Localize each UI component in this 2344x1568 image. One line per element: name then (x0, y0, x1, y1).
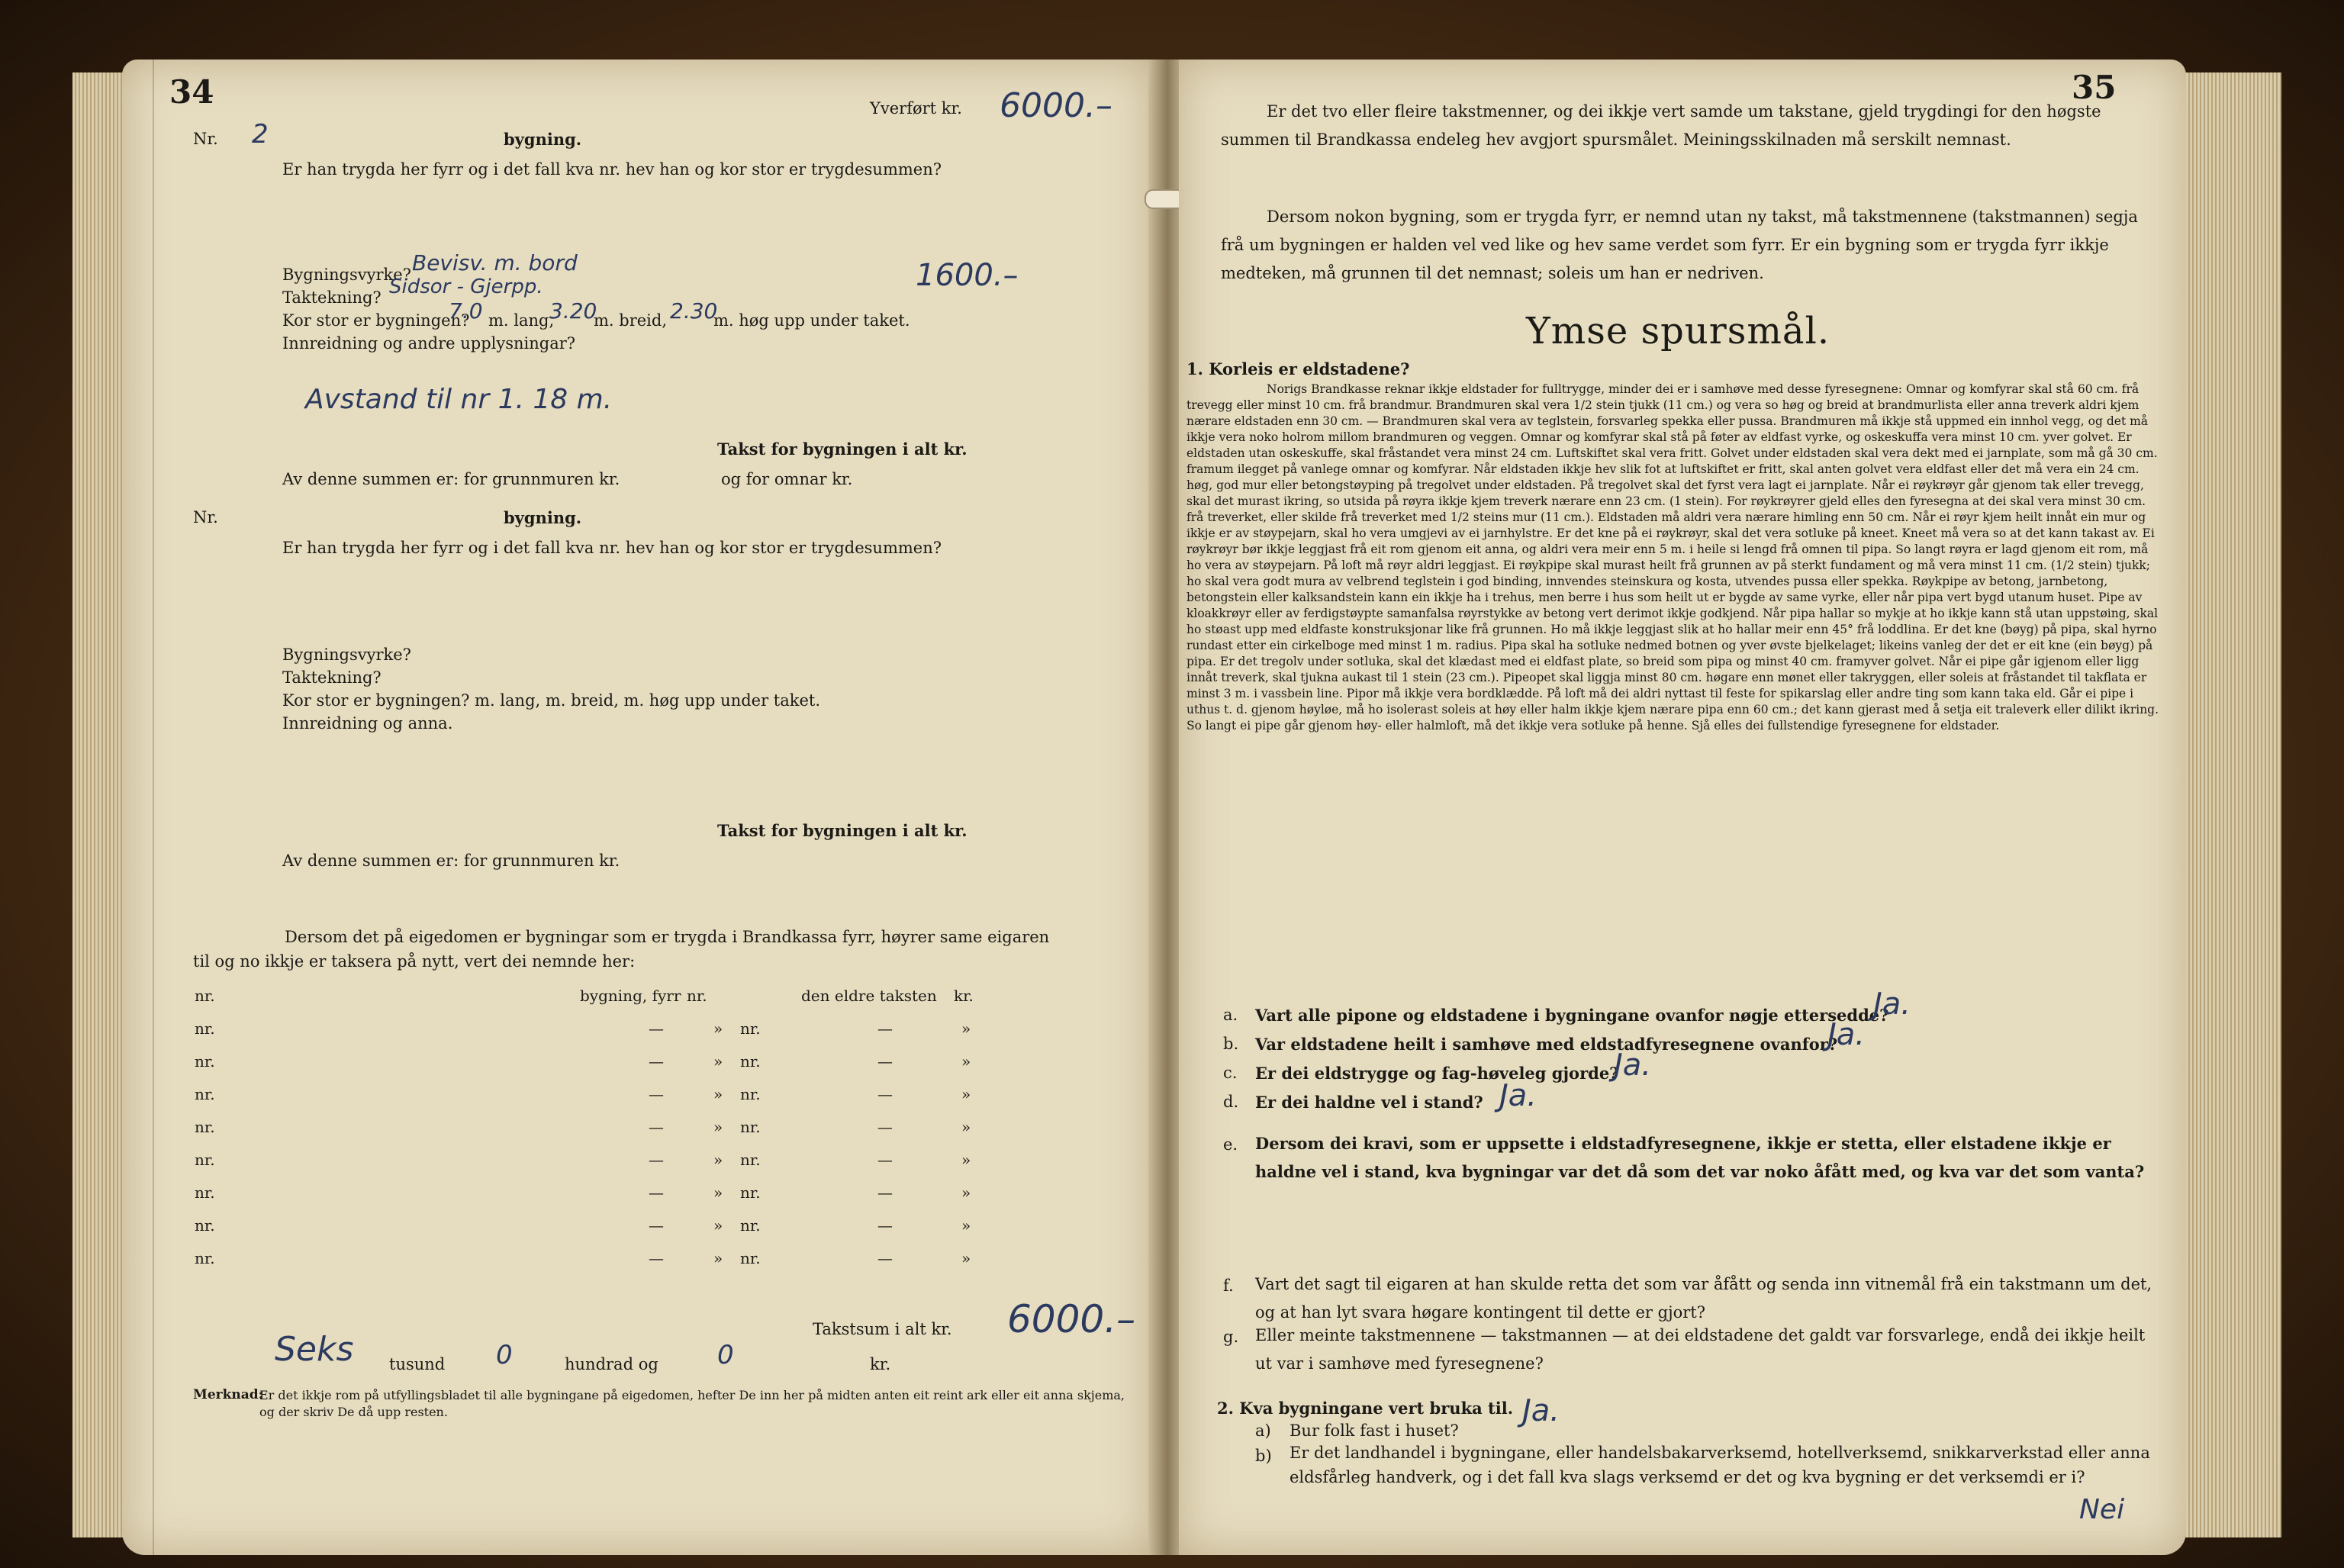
bygning-label-2: bygning. (504, 508, 582, 527)
row-dash: — (649, 1085, 664, 1103)
question-g-label: g. (1223, 1328, 1239, 1346)
right-page (1179, 60, 2186, 1555)
question-b-answer: Ja. (1827, 1017, 1866, 1052)
hundrad-value: 0 (717, 1340, 734, 1370)
intro-paragraph-2: Dersom nokon bygning, som er trygda fyrr, er nemnd utan ny takst, må takstmennene (takstmannen) segja frå um bygningen er halden vel ved like og hev same verdet som fyrr. Er ein bygning som er trygda fyrr ikkje medteken, må grunnen til det nemnast; soleis um han er nedriven. (1221, 208, 2138, 282)
question-d-label: d. (1223, 1093, 1239, 1111)
innreidning-value: Avstand til nr 1. 18 m. (305, 384, 613, 415)
row-mark2: » (961, 1183, 971, 1202)
row-dash: — (649, 1216, 664, 1235)
question-trygda-2: Er han trygda her fyrr og i det fall kva nr. hev han og kor stor er trygdesummen? (282, 539, 942, 557)
row-nr2: nr. (740, 1183, 761, 1202)
takst-label-1: Takst for bygningen i alt kr. (717, 439, 968, 459)
question-2a-label: a) (1255, 1422, 1271, 1440)
breid-value: 3.20 (549, 298, 597, 324)
row-mark: » (713, 1118, 723, 1136)
question-2-title: 2. Kva bygningane vert bruka til. (1217, 1399, 1514, 1418)
row-nr2: nr. (740, 1216, 761, 1235)
question-trygda-1: Er han trygda her fyrr og i det fall kva nr. hev han og kor stor er trygdesummen? (282, 160, 942, 179)
hog-label: m. høg upp under taket. (713, 311, 910, 330)
hundrad-label: hundrad og (565, 1355, 658, 1373)
question-2b-label: b) (1255, 1447, 1272, 1465)
row-nr2: nr. (740, 1151, 761, 1169)
row-dash2: — (877, 1216, 893, 1235)
row-mark: » (713, 1085, 723, 1103)
left-page (122, 60, 1152, 1555)
question-d-answer: Ja. (1499, 1078, 1537, 1113)
sum-words-value: Seks (275, 1330, 354, 1369)
row-mark2: » (961, 1052, 971, 1071)
takst-label-2: Takst for bygningen i alt kr. (717, 821, 968, 840)
left-page-edges (72, 72, 126, 1537)
question-c-text: Er dei eldstrygge og fag-høveleg gjorde? (1255, 1064, 1619, 1083)
av-denne-label-1: Av denne summen er: for grunnmuren kr. (282, 470, 620, 488)
page-number-left: 34 (169, 73, 214, 111)
question-2b-answer: Nei (2079, 1494, 2125, 1525)
nr-label-2: Nr. (193, 508, 218, 526)
tusund-value: 0 (496, 1340, 513, 1370)
question-b-text: Var eldstadene heilt i samhøve med eldstadfyresegnene ovanfor? (1255, 1035, 1838, 1054)
page-number-right: 35 (2072, 69, 2117, 106)
lang-label: m. lang, (488, 311, 555, 330)
row-dash2: — (877, 1249, 893, 1267)
row-mark2: » (961, 1249, 971, 1267)
section-heading: Ymse spursmål. (1526, 310, 1830, 353)
omnar-label: og for omnar kr. (721, 470, 853, 488)
row-dash2: — (877, 1085, 893, 1103)
question-a-text: Vart alle pipone og eldstadene i bygningane ovanfor nøgje ettersedde? (1255, 1006, 1889, 1025)
row-dash: — (649, 1183, 664, 1202)
question-1-text: Norigs Brandkasse reknar ikkje eldstader for fulltrygge, minder dei er i samhøve med desse fyresegnene: Omnar og komfyrar skal stå 60 cm. frå trevegg eller minst 10 cm. frå brandmur. Brandmuren skal vera 1/2 stein tjukk (11 cm.) og vera so høg og breid at brandmurlista eller anna treverk aldri kjem nærare eldstaden enn 30 cm. — Brandmuren skal vera av teglstein, forsvarleg spekka eller pussa. Brandmuren må ikkje stå uppmed ein innhol vegg, og det må ikkje vera noko holrom millom brandmuren og veggen. Omnar og komfyrar skal stå på føter av eldfast vyrke, og oskeskuffa vera minst 10 cm. yver golvet. Er eldstaden utan oskeskuffe, skal fråstandet vera minst 24 cm. Luftskiftet skal vera fritt. Golvet under eldstaden skal vera dekt med ei jarnplate, som må gå 30 cm. framum ilegget på vanlege omnar og komfyrar. Når eldstaden ikkje hev slik fot at luftskiftet er fritt, skal anten golvet vera eldfast eller det må vera ein 24 cm. høg, god mur eller betongstøyping på tregolvet under eldstaden. På tregolvet skal det fyrst vera lagt ei jarnplate. Når ei røykrøyr går gjenom tak eller trevegg, skal det murast ikring, so utsida på røyra ikkje kjem treverk nærare enn 23 cm. (1 stein). For røykrøyrer gjeld elles den fyresegna at dei skal vera minst 30 cm. frå treverket, eller skilde frå treverket med 1/2 steins mur (11 cm.). Eldstaden må aldri vera nærare himling enn 50 cm. Når ei røyr kjem heilt innåt ein mur og ikkje er av støypejarn, skal ho vera umgjevi av ei jarnhylstre. Er det kne på ei røykrøyr, skal det vera sotluke på kneet. Kneet må vera so at det kann takast av. Ei røykrøyr bør ikkje leggjast frå eit rom gjenom eit anna, og aldri vera meir enn 5 m. i heile si lengd frå omnen til pipa. So langt røyra er lagd gjenom eit rom, må ho vera av støypejarn. På loft må røyr aldri leggjast. Ei røykpipe skal murast heilt frå grunnen av på sterkt fundament og må vera minst 11 cm. (1/2 stein) tjukk; ho skal vera godt mura av velbrend teglstein i god binding, innvendes steinskura og kosta, utvendes pussa eller spekka. Røykpipe av betong, jarnbetong, betongstein eller kalksandstein kann ein ikkje ha i trehus, men berre i hus som heilt ut er bygde av same vyrke, eller når pipa vert bygd utanum huset. Pipe av kloakkrøyr eller av ferdigstøypte samanfalsa røyrstykke av betong vert derimot ikkje godkjend. Når pipa hallar so mykje at ho ikkje kann stå utan uppstøing, skal ho støast upp med eldfaste konstruksjonar like frå grunnen. Ho må ikkje leggjast slik at ho hallar meir enn 45° frå loddlina. Er det kne (bøyg) på pipa, skal hyrno rundast etter ein cirkelboge med minst 1 m. radius. Pipa skal ha sotluke nedmed botnen og yver øvste bjelkelaget; likeins vanleg der det er eit kne (ein bøyg) på pipa. Er det tregolv under sotluka, skal det klædast med ei eldfast plate, so breid som pipa og minst 40 cm. framyver golvet. Når ei pipe går igjenom eller ligg innåt treverk, skal tjukna aukast til 1 stein (23 cm.). Pipeopet skal liggja minst 80 cm. høgare enn mønet eller takryggen, eller soleis at fråstandet til takflata er minst 3 m. i vassbein line. Pipor må ikkje vera bordklædde. På loft må dei aldri nyttast til feste for spikarslag eller andre ting som kann taka eld. Går ei pipe i uthus t. d. gjenom høyløe, må ho isolerast soleis at høy eller halm ikkje kjem nærare pipa enn 60 cm.; det kann gjerast med å setja eit traleverk eller dilikt ikring. So langt ei pipe går gjenom høy- eller halmloft, må det ikkje vera sotluke på henne. Sjå elles dei fullstendige fyresegnene for eldstader. (1186, 382, 2159, 732)
question-2b-text: Er det landhandel i bygningane, eller handelsbakarverksemd, hotellverksemd, snikkarverkstad eller anna eldsfårleg handverk, og i det fall kva slags verksemd er det og kva bygning er det verksemdi er i? (1290, 1444, 2150, 1486)
row-nr: nr. (195, 1216, 215, 1235)
question-c-label: c. (1223, 1064, 1238, 1082)
nr-label-1: Nr. (193, 130, 218, 148)
row-nr2: nr. (740, 1019, 761, 1038)
row-nr2: nr. (740, 1052, 761, 1071)
row-dash2: — (877, 1118, 893, 1136)
row-nr: nr. (195, 1249, 215, 1267)
right-page-edges (2182, 72, 2281, 1537)
question-2a-text: Bur folk fast i huset? (1290, 1422, 1459, 1440)
kr-label: kr. (870, 1355, 891, 1373)
intro-paragraph-1: Er det tvo eller fleire takstmenner, og dei ikkje vert samde um takstane, gjeld trygdingi for den høgste summen til Brandkassa endeleg hev avgjort spursmålet. Meiningsskilnaden må serskilt nemnast. (1221, 102, 2101, 149)
question-a-label: a. (1223, 1006, 1238, 1024)
question-f-label: f. (1223, 1277, 1234, 1295)
row-dash2: — (877, 1183, 893, 1202)
row-dash: — (649, 1052, 664, 1071)
question-d-text: Er dei haldne vel i stand? (1255, 1093, 1483, 1112)
row-dash: — (649, 1019, 664, 1038)
row-nr2: nr. (740, 1249, 761, 1267)
bygningsvyrke-label-2: Bygningsvyrke? (282, 646, 411, 664)
question-c-answer: Ja. (1614, 1048, 1652, 1083)
row-dash2: — (877, 1151, 893, 1169)
table-header-nr2: nr. (687, 987, 707, 1005)
row-mark: » (713, 1183, 723, 1202)
row-dash2: — (877, 1019, 893, 1038)
hog-value: 2.30 (670, 298, 718, 324)
tusund-label: tusund (389, 1355, 446, 1373)
taktekning-label: Taktekning? (282, 288, 382, 307)
takst-value-1: 1600.– (916, 258, 1019, 293)
innreidning-label: Innreidning og andre upplysningar? (282, 334, 576, 353)
bygning-label-1: bygning. (504, 130, 582, 149)
question-a-answer: Ja. (1873, 987, 1911, 1022)
row-mark: » (713, 1216, 723, 1235)
row-nr: nr. (195, 1151, 215, 1169)
yverfort-value: 6000.– (1000, 86, 1112, 125)
row-mark: » (713, 1019, 723, 1038)
bygningsvyrke-value: Bevisv. m. bord (412, 250, 578, 275)
row-dash: — (649, 1118, 664, 1136)
row-dash2: — (877, 1052, 893, 1071)
question-e-label: e. (1223, 1135, 1238, 1154)
nr-value-1: 2 (252, 119, 269, 150)
dersom-paragraph: Dersom det på eigedomen er bygningar som er trygda i Brandkassa fyrr, høyrer same eigaren til og no ikkje er taksera på nytt, vert dei nemnde her: (193, 928, 1050, 971)
lang-value: 7.0 (449, 298, 483, 324)
taktekning-value: Sidsor - Gjerpp. (389, 275, 543, 298)
bygningsvyrke-label: Bygningsvyrke? (282, 266, 411, 284)
row-mark: » (713, 1151, 723, 1169)
question-g-text: Eller meinte takstmennene — takstmannen — at dei eldstadene det galdt var forsvarlege, endå dei ikkje heilt ut var i samhøve med fyresegnene? (1255, 1326, 2146, 1373)
row-nr: nr. (195, 1183, 215, 1202)
question-f-text: Vart det sagt til eigaren at han skulde retta det som var åfått og senda inn vitnemål frå ein takstmann um det, og at han lyt svara høgare kontingent til dette er gjort? (1255, 1275, 2152, 1322)
question-1-title: 1. Korleis er eldstadene? (1186, 359, 1410, 378)
takstsum-value: 6000.– (1007, 1297, 1136, 1341)
row-nr: nr. (195, 1118, 215, 1136)
taktekning-label-2: Taktekning? (282, 668, 382, 687)
merknad-label: Merknad: (193, 1387, 263, 1402)
row-mark2: » (961, 1118, 971, 1136)
row-mark2: » (961, 1019, 971, 1038)
innreidning-label-2: Innreidning og anna. (282, 714, 453, 732)
row-mark: » (713, 1249, 723, 1267)
kor-stor-label: Kor stor er bygningen? (282, 311, 470, 330)
row-nr: nr. (195, 1085, 215, 1103)
table-header-takst: den eldre taksten (801, 987, 937, 1005)
row-mark2: » (961, 1151, 971, 1169)
row-nr: nr. (195, 1019, 215, 1038)
row-nr2: nr. (740, 1085, 761, 1103)
margin-line (153, 60, 154, 1555)
question-e-text: Dersom dei kravi, som er uppsette i eldstadfyresegnene, ikkje er stetta, eller elstadene ikkje er haldne vel i stand, kva bygningar var det då som det var noko åfått med, og kva var det som vanta? (1255, 1134, 2145, 1181)
row-nr2: nr. (740, 1118, 761, 1136)
table-header-kr: kr. (954, 987, 974, 1005)
yverfort-label: Yverført kr. (870, 99, 962, 118)
row-dash: — (649, 1249, 664, 1267)
takstsum-label: Takstsum i alt kr. (813, 1320, 952, 1338)
question-b-label: b. (1223, 1035, 1239, 1053)
merknad-text: Er det ikkje rom på utfyllingsbladet til alle bygningane på eigedomen, hefter De inn her på midten anten eit reint ark eller eit anna skjema, og der skriv De då upp resten. (259, 1388, 1125, 1419)
row-nr: nr. (195, 1052, 215, 1071)
table-header-nr: nr. (195, 987, 215, 1005)
row-mark2: » (961, 1085, 971, 1103)
row-dash: — (649, 1151, 664, 1169)
question-2a-answer: Ja. (1522, 1393, 1560, 1428)
row-mark2: » (961, 1216, 971, 1235)
row-mark: » (713, 1052, 723, 1071)
breid-label: m. breid, (594, 311, 668, 330)
av-denne-label-2: Av denne summen er: for grunnmuren kr. (282, 852, 620, 870)
kor-stor-label-2: Kor stor er bygningen? m. lang, m. breid, m. høg upp under taket. (282, 691, 821, 710)
table-header-bygning: bygning, fyrr (580, 987, 681, 1005)
